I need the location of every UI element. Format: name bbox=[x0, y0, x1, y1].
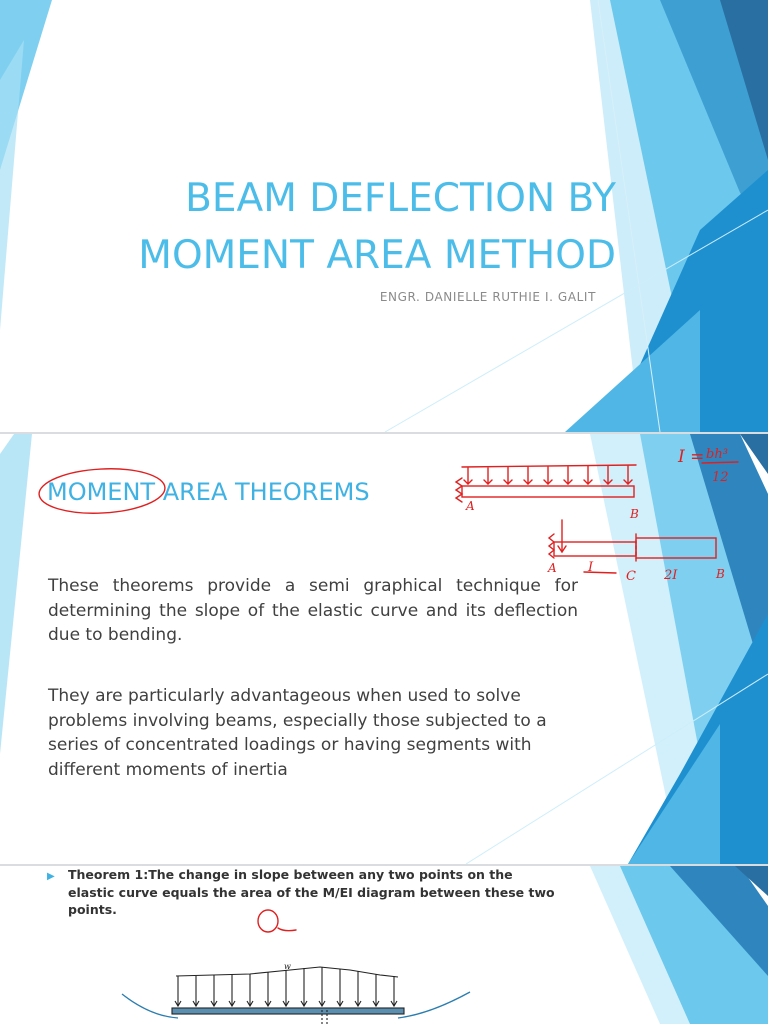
title-line-2: MOMENT AREA METHOD bbox=[138, 233, 616, 278]
underline-ei bbox=[278, 928, 296, 931]
beam-2-seg-1 bbox=[554, 542, 636, 556]
left-accent-mid bbox=[0, 40, 24, 330]
sketch-load-arrows bbox=[175, 967, 397, 1006]
paragraph-2: They are particularly advantageous when used to solve problems involving beams, especially those subjected to a series of concentrated loadings or having segments with different moments of inertia bbox=[48, 686, 547, 780]
handwritten-annotations bbox=[0, 434, 768, 864]
label-2i: 2I bbox=[664, 568, 678, 583]
formula-denominator: 12 bbox=[712, 470, 729, 485]
title-line-1: BEAM DEFLECTION BY bbox=[185, 176, 616, 221]
author-name: ENGR. DANIELLE RUTHIE I. GALIT bbox=[379, 290, 596, 304]
fixed-support-1 bbox=[456, 478, 462, 502]
theorem-sketch bbox=[0, 866, 768, 1024]
label-a-beam1: A bbox=[466, 499, 475, 513]
label-i: I bbox=[588, 560, 594, 575]
sketch-beam bbox=[172, 1008, 404, 1014]
paragraph-1: These theorems provide a semi graphical technique for determining the slope of the elastic curve and its deflection due to bending. bbox=[48, 576, 578, 645]
sketch-w-label: w bbox=[284, 962, 291, 971]
beam-1 bbox=[462, 486, 634, 497]
highlight-m-circle bbox=[258, 910, 278, 932]
formula-bar bbox=[702, 462, 738, 463]
label-c: C bbox=[626, 569, 636, 584]
title-slide bbox=[0, 0, 768, 432]
section-heading: MOMENT AREA THEOREMS bbox=[47, 478, 370, 506]
elastic-curve-right bbox=[398, 992, 470, 1018]
highlight-circle bbox=[38, 466, 166, 517]
slide-title bbox=[138, 170, 616, 284]
label-b-beam2: B bbox=[716, 567, 725, 581]
formula-numerator: bh³ bbox=[706, 447, 728, 462]
theorems-slide bbox=[0, 434, 768, 864]
label-a-beam2: A bbox=[548, 561, 557, 575]
theorem-text: Theorem 1:The change in slope between any two points on the elastic curve equals the area of the M/EI diagram between these two points. bbox=[68, 867, 555, 917]
load-line-1 bbox=[462, 465, 636, 467]
theorem1-slide bbox=[0, 866, 768, 1024]
beam-2-seg-2 bbox=[636, 538, 716, 558]
bullet-arrow-icon: ▶ bbox=[47, 871, 55, 882]
label-b-beam1: B bbox=[630, 507, 639, 521]
load-arrows-1 bbox=[464, 466, 632, 484]
elastic-curve-left bbox=[122, 994, 178, 1018]
formula-lhs: I = bbox=[678, 447, 705, 467]
fixed-support-2 bbox=[549, 534, 554, 558]
